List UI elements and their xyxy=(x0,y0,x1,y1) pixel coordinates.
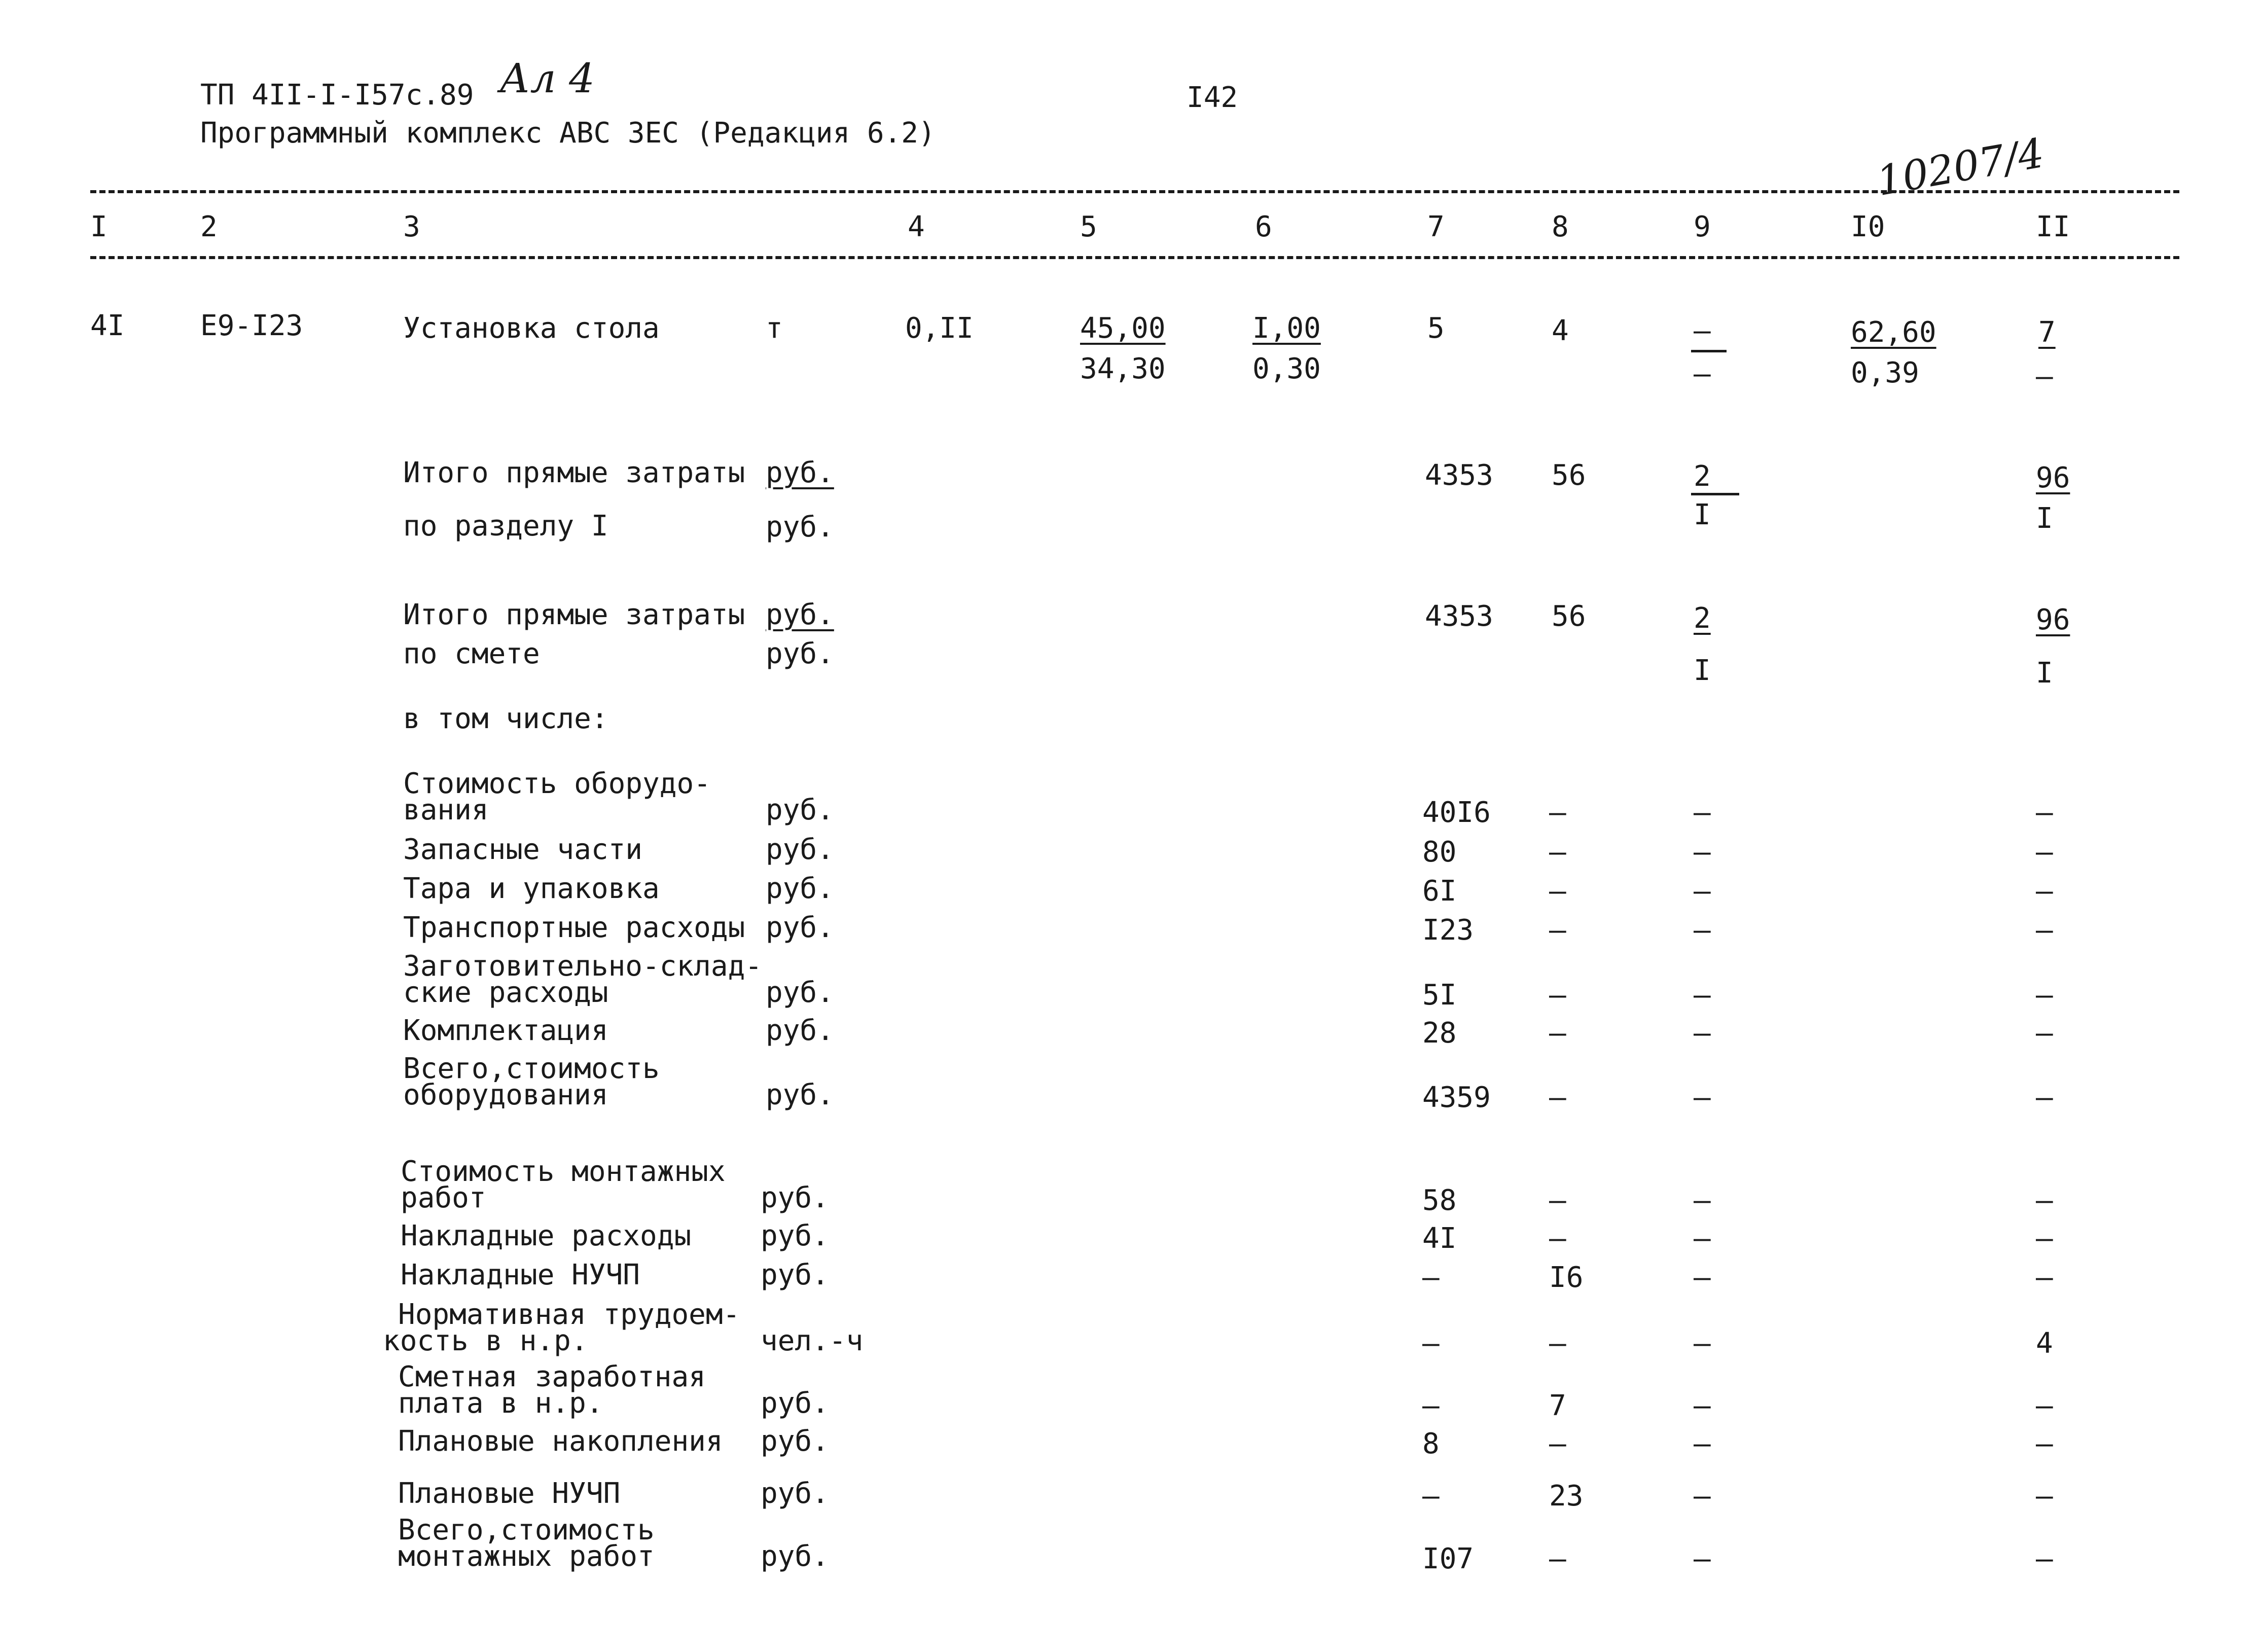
section-total-col11-top: 96 xyxy=(2036,461,2070,494)
breakdown-c11: – xyxy=(2036,1184,2053,1217)
breakdown-c8: – xyxy=(1549,875,1566,908)
breakdown-c8: I6 xyxy=(1549,1261,1584,1294)
section-total-unit-2: руб. xyxy=(766,511,834,544)
breakdown-c9: – xyxy=(1694,836,1711,869)
column-header-10: I0 xyxy=(1851,210,1885,243)
handwritten-doc-code: 10207/4 xyxy=(1873,129,2048,205)
section-total-label-2: по разделу I xyxy=(403,510,608,543)
estimate-total-col9-bottom: I xyxy=(1694,654,1711,687)
position-col8: 4 xyxy=(1552,314,1569,347)
breakdown-label: Запасные части xyxy=(403,833,643,866)
breakdown-c7: 80 xyxy=(1422,836,1457,869)
section-total-col11-bottom: I xyxy=(2036,502,2053,535)
position-unit: т xyxy=(766,312,783,345)
breakdown-c9: – xyxy=(1694,979,1711,1012)
breakdown-c9: – xyxy=(1694,1480,1711,1513)
estimate-total-label-2: по смете xyxy=(403,637,540,670)
including-label: в том числе: xyxy=(403,702,608,735)
handwritten-sheet-mark: Ал 4 xyxy=(499,55,595,102)
estimate-total-col8: 56 xyxy=(1552,600,1586,633)
breakdown-c7: 58 xyxy=(1422,1184,1457,1217)
breakdown-unit: руб. xyxy=(761,1259,829,1291)
document-code: ТП 4II-I-I57с.89 xyxy=(200,79,474,112)
breakdown-unit: руб. xyxy=(761,1387,829,1420)
estimate-total-label-1: Итого прямые затраты xyxy=(403,598,745,631)
page-number: I42 xyxy=(1187,81,1238,114)
breakdown-c11: – xyxy=(2036,1017,2053,1050)
section-total-col7: 4353 xyxy=(1425,459,1493,492)
position-col9-underline xyxy=(1691,350,1727,352)
breakdown-c9: – xyxy=(1694,796,1711,829)
breakdown-label-line2: монтажных работ xyxy=(398,1540,655,1573)
position-col9-bottom: – xyxy=(1694,357,1711,390)
breakdown-c9: – xyxy=(1694,1017,1711,1050)
breakdown-c11: – xyxy=(2036,875,2053,908)
breakdown-c8: – xyxy=(1549,979,1566,1012)
breakdown-c11: – xyxy=(2036,1222,2053,1255)
breakdown-c7: 5I xyxy=(1422,979,1457,1012)
breakdown-label-line1: Стоимость монтажных xyxy=(401,1155,726,1188)
breakdown-c7: 6I xyxy=(1422,875,1457,908)
breakdown-label-line1: Заготовительно-склад- xyxy=(403,950,763,983)
position-col10-top: 62,60 xyxy=(1851,316,1936,349)
breakdown-label: Тара и упаковка xyxy=(403,872,660,905)
breakdown-c7: – xyxy=(1422,1261,1440,1294)
section-total-label-1: Итого прямые затраты xyxy=(403,456,745,489)
breakdown-c11: – xyxy=(2036,796,2053,829)
position-col10-bottom: 0,39 xyxy=(1851,356,1919,389)
position-col6-bottom: 0,30 xyxy=(1252,352,1321,385)
position-col11-top: 7 xyxy=(2038,316,2056,349)
breakdown-label-line2: кость в н.р. xyxy=(383,1324,588,1357)
breakdown-c11: – xyxy=(2036,1261,2053,1294)
column-header-5: 5 xyxy=(1080,210,1097,243)
breakdown-c9: – xyxy=(1694,1261,1711,1294)
position-col6-top: I,00 xyxy=(1252,312,1321,345)
column-header-6: 6 xyxy=(1255,210,1272,243)
breakdown-unit: руб. xyxy=(761,1477,829,1510)
header-top-rule xyxy=(90,190,2179,193)
breakdown-c7: 4359 xyxy=(1422,1081,1491,1114)
breakdown-label: Комплектация xyxy=(403,1014,608,1047)
breakdown-unit: руб. xyxy=(766,911,834,944)
position-number: 4I xyxy=(90,309,125,342)
position-name: Установка стола xyxy=(403,312,660,345)
breakdown-label-line2: оборудования xyxy=(403,1079,608,1111)
breakdown-c9: – xyxy=(1694,1184,1711,1217)
breakdown-c7: 4I xyxy=(1422,1222,1457,1255)
estimate-total-col9-top: 2 xyxy=(1694,602,1711,635)
breakdown-unit: руб. xyxy=(761,1219,829,1252)
breakdown-unit: руб. xyxy=(761,1181,829,1214)
breakdown-unit: руб. xyxy=(766,794,834,827)
breakdown-c9: – xyxy=(1694,875,1711,908)
breakdown-unit: руб. xyxy=(761,1540,829,1573)
breakdown-c8: – xyxy=(1549,1427,1566,1460)
column-header-9: 9 xyxy=(1694,210,1711,243)
breakdown-c11: – xyxy=(2036,914,2053,947)
breakdown-label-line1: Стоимость оборудо- xyxy=(403,767,711,800)
breakdown-c11: – xyxy=(2036,1542,2053,1575)
breakdown-unit: руб. xyxy=(766,872,834,905)
breakdown-label-line2: плата в н.р. xyxy=(398,1387,603,1420)
estimate-total-unit-2: руб. xyxy=(766,637,834,670)
position-col11-bottom: – xyxy=(2036,360,2053,393)
breakdown-label-line1: Нормативная трудоем- xyxy=(398,1298,740,1331)
estimate-total-col11-top: 96 xyxy=(2036,603,2070,636)
breakdown-c9: – xyxy=(1694,914,1711,947)
position-col7: 5 xyxy=(1427,312,1445,345)
position-quantity: 0,II xyxy=(905,312,974,345)
breakdown-c8: – xyxy=(1549,1327,1566,1360)
breakdown-c8: 7 xyxy=(1549,1389,1566,1422)
breakdown-c8: 23 xyxy=(1549,1480,1584,1513)
column-header-7: 7 xyxy=(1427,210,1445,243)
breakdown-unit: чел.-ч xyxy=(761,1324,864,1357)
breakdown-label: Транспортные расходы xyxy=(403,911,745,944)
breakdown-c7: I07 xyxy=(1422,1542,1474,1575)
breakdown-c11: 4 xyxy=(2036,1327,2053,1360)
breakdown-label-line2: вания xyxy=(403,794,489,827)
breakdown-c9: – xyxy=(1694,1427,1711,1460)
position-col5-top: 45,00 xyxy=(1080,312,1166,345)
breakdown-c7: 8 xyxy=(1422,1427,1440,1460)
column-header-3: 3 xyxy=(403,210,420,243)
breakdown-c8: – xyxy=(1549,1542,1566,1575)
column-header-4: 4 xyxy=(908,210,925,243)
breakdown-label: Накладные расходы xyxy=(401,1219,692,1252)
column-header-8: 8 xyxy=(1552,210,1569,243)
breakdown-c11: – xyxy=(2036,1081,2053,1114)
breakdown-label: Плановые накопления xyxy=(398,1425,723,1458)
column-header-11: II xyxy=(2036,210,2070,243)
breakdown-c7: – xyxy=(1422,1389,1440,1422)
estimate-total-col11-bottom: I xyxy=(2036,657,2053,690)
breakdown-c9: – xyxy=(1694,1081,1711,1114)
position-col5-bottom: 34,30 xyxy=(1080,352,1166,385)
breakdown-label-line2: работ xyxy=(401,1181,486,1214)
breakdown-c11: – xyxy=(2036,1389,2053,1422)
breakdown-unit: руб. xyxy=(766,976,834,1009)
breakdown-c11: – xyxy=(2036,1480,2053,1513)
breakdown-c8: – xyxy=(1549,1081,1566,1114)
column-header-2: 2 xyxy=(200,210,218,243)
breakdown-c11: – xyxy=(2036,979,2053,1012)
breakdown-unit: руб. xyxy=(761,1425,829,1458)
breakdown-label: Плановые НУЧП xyxy=(398,1477,621,1510)
section-total-col9-top: 2 xyxy=(1694,460,1711,493)
breakdown-unit: руб. xyxy=(766,833,834,866)
section-total-unit-1: руб. xyxy=(766,456,834,489)
section-total-col8: 56 xyxy=(1552,459,1586,492)
breakdown-unit: руб. xyxy=(766,1014,834,1047)
breakdown-label-line1: Сметная заработная xyxy=(398,1360,706,1393)
breakdown-c9: – xyxy=(1694,1389,1711,1422)
position-code: Е9-I23 xyxy=(200,309,303,342)
breakdown-label: Накладные НУЧП xyxy=(401,1259,640,1291)
estimate-total-unit-1: руб. xyxy=(766,598,834,631)
position-col9-top: – xyxy=(1694,314,1711,347)
breakdown-c8: – xyxy=(1549,836,1566,869)
breakdown-c7: – xyxy=(1422,1327,1440,1360)
breakdown-label-line2: ские расходы xyxy=(403,976,608,1009)
estimate-total-col7: 4353 xyxy=(1425,600,1493,633)
breakdown-c7: 40I6 xyxy=(1422,796,1491,829)
breakdown-label-line1: Всего,стоимость xyxy=(398,1514,655,1547)
header-bottom-rule xyxy=(90,256,2179,259)
breakdown-c7: – xyxy=(1422,1480,1440,1513)
section-total-col9-bottom: I xyxy=(1694,498,1711,531)
breakdown-c8: – xyxy=(1549,796,1566,829)
breakdown-c8: – xyxy=(1549,1222,1566,1255)
breakdown-c9: – xyxy=(1694,1222,1711,1255)
software-title: Программный комплекс АВС ЗЕС (Редакция 6.2) xyxy=(200,117,936,150)
breakdown-label-line1: Всего,стоимость xyxy=(403,1052,660,1085)
breakdown-c7: I23 xyxy=(1422,914,1474,947)
column-header-1: I xyxy=(90,210,107,243)
breakdown-c11: – xyxy=(2036,836,2053,869)
breakdown-c7: 28 xyxy=(1422,1017,1457,1050)
breakdown-c11: – xyxy=(2036,1427,2053,1460)
breakdown-c9: – xyxy=(1694,1542,1711,1575)
breakdown-c8: – xyxy=(1549,1017,1566,1050)
breakdown-c8: – xyxy=(1549,1184,1566,1217)
breakdown-c8: – xyxy=(1549,914,1566,947)
breakdown-c9: – xyxy=(1694,1327,1711,1360)
breakdown-unit: руб. xyxy=(766,1079,834,1111)
section-total-col9-underline xyxy=(1691,493,1739,495)
